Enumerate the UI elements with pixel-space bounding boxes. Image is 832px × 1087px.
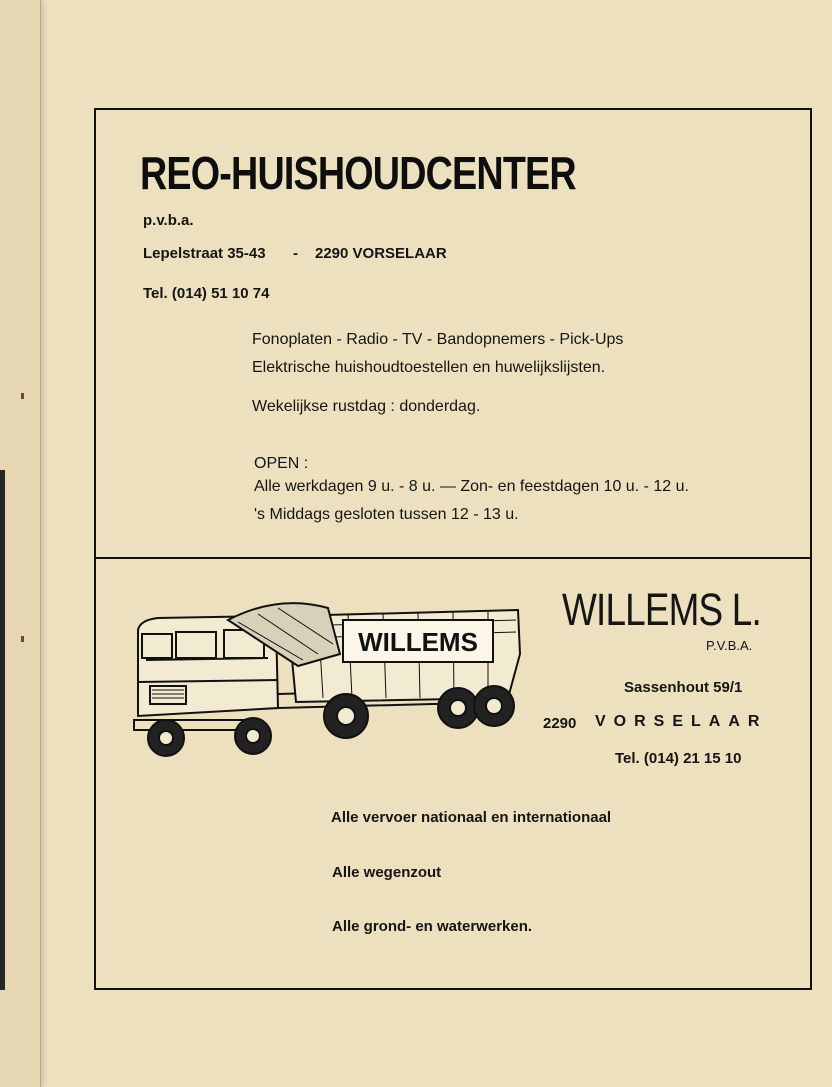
- reo-hours-line2: 's Middags gesloten tussen 12 - 13 u.: [254, 506, 519, 523]
- reo-phone: Tel. (014) 51 10 74: [143, 285, 270, 302]
- willems-company-name: WILLEMS L.: [562, 584, 761, 635]
- willems-street: Sassenhout 59/1: [624, 679, 743, 696]
- willems-service-earthworks: Alle grond- en waterwerken.: [332, 918, 533, 935]
- willems-city: VORSELAAR: [595, 713, 768, 730]
- reo-rest-day: Wekelijkse rustdag : donderdag.: [252, 398, 481, 415]
- left-page-dark-strip: [0, 470, 5, 990]
- reo-address-city: 2290 VORSELAAR: [315, 245, 447, 262]
- reo-legal-form: p.v.b.a.: [143, 212, 194, 229]
- willems-service-transport: Alle vervoer nationaal en internationaal: [331, 809, 612, 826]
- ad-divider: [94, 557, 810, 559]
- reo-products-line1: Fonoplaten - Radio - TV - Bandopnemers - Pick-Ups: [252, 331, 624, 348]
- reo-address-street: Lepelstraat 35-43: [143, 245, 266, 262]
- willems-phone: Tel. (014) 21 15 10: [615, 750, 742, 767]
- reo-open-label: OPEN :: [254, 455, 309, 472]
- willems-postcode: 2290: [543, 715, 577, 732]
- ink-speck: [21, 393, 24, 399]
- dump-truck-illustration: [128, 598, 523, 768]
- left-page-edge: [0, 0, 41, 1087]
- reo-hours-line1: Alle werkdagen 9 u. - 8 u. — Zon- en feestdagen 10 u. - 12 u.: [254, 478, 689, 495]
- reo-address-separator: -: [293, 245, 298, 262]
- willems-service-road-salt: Alle wegenzout: [332, 864, 442, 881]
- truck-sign: WILLEMS: [358, 627, 478, 657]
- ink-speck: [21, 636, 24, 642]
- reo-products-line2: Elektrische huishoudtoestellen en huwelijkslijsten.: [252, 359, 606, 376]
- willems-legal-form: P.V.B.A.: [706, 638, 753, 653]
- reo-company-name: REO-HUISHOUDCENTER: [140, 147, 576, 199]
- advertisement-frame: [94, 108, 812, 990]
